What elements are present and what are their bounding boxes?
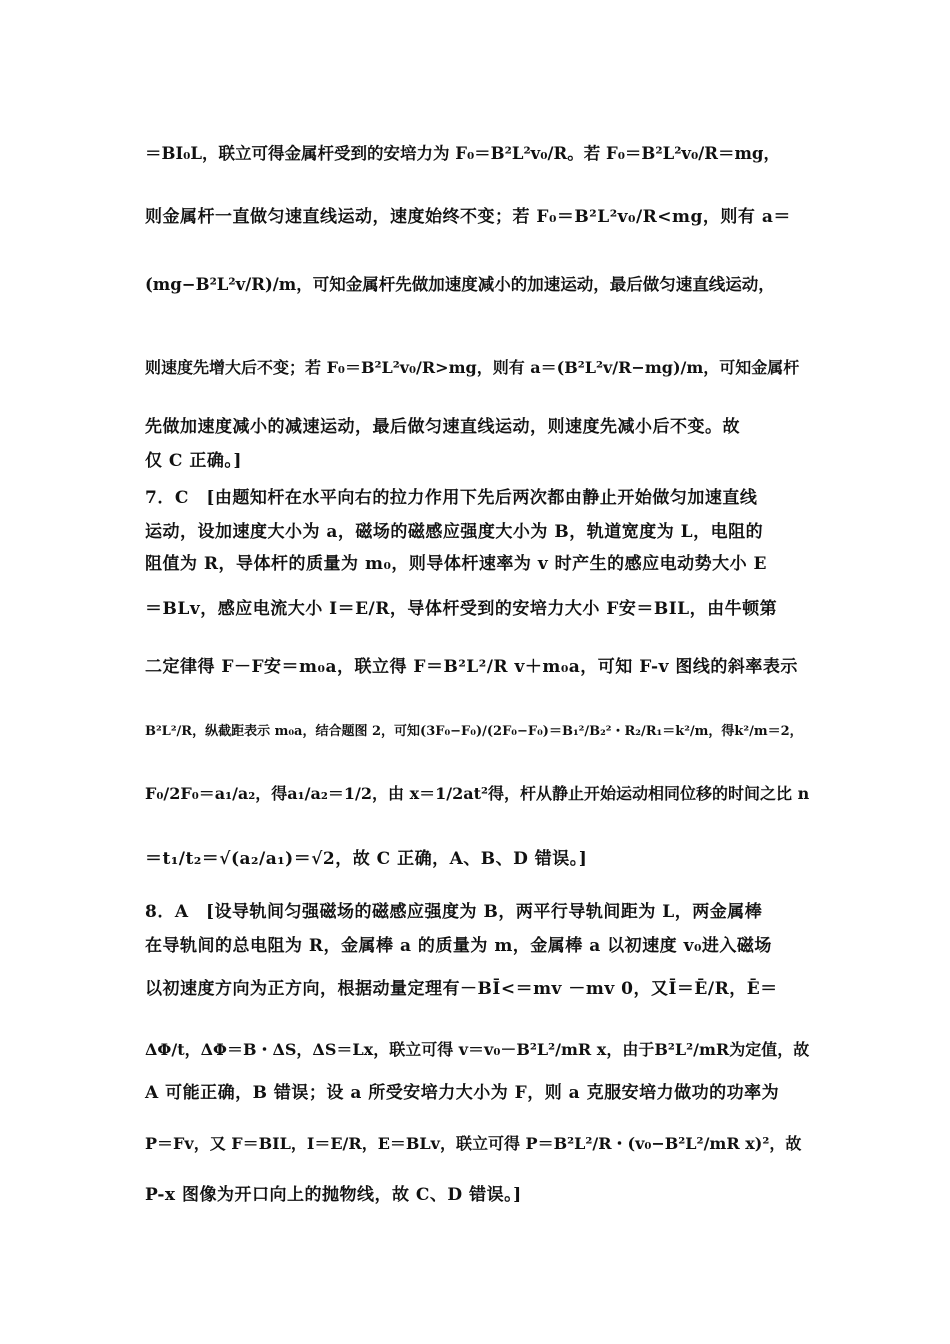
text-line: 7．C [由题知杆在水平向右的拉力作用下先后两次都由静止开始做匀加速直线: [145, 488, 758, 508]
text-line: 8．A [设导轨间匀强磁场的磁感应强度为 B，两平行导轨间距为 L，两金属棒: [145, 902, 763, 922]
text-line: B²L²/R，纵截距表示 m₀a，结合题图 2，可知(3F₀−F₀)/(2F₀−F₀)＝B₁²/B₂²・R₂/R₁＝k²/m，得k²/m＝2，: [145, 724, 803, 739]
text-line: ＝BI₀L，联立可得金属杆受到的安培力为 F₀＝B²L²v₀/R。若 F₀＝B²L²v₀/R＝mg，: [145, 144, 780, 163]
text-line: P＝Fv，又 F＝BIL，I＝E/R，E＝BLv，联立可得 P＝B²L²/R・(v₀−B²L²/mR x)²，故: [145, 1134, 802, 1153]
text-line: 阻值为 R，导体杆的质量为 m₀，则导体杆速率为 v 时产生的感应电动势大小 E: [145, 554, 767, 574]
text-line: 以初速度方向为正方向，根据动量定理有－BĪ<＝mv －mv 0，又Ī＝Ē/R，Ē＝: [145, 979, 778, 999]
text-line: A 可能正确，B 错误；设 a 所受安培力大小为 F，则 a 克服安培力做功的功率为: [145, 1083, 780, 1103]
text-line: (mg−B²L²v/R)/m，可知金属杆先做加速度减小的加速运动，最后做匀速直线运动，: [145, 275, 775, 294]
text-line: 则速度先增大后不变；若 F₀＝B²L²v₀/R>mg，则有 a＝(B²L²v/R−mg)/m，可知金属杆: [145, 358, 800, 377]
text-line: ＝BLv，感应电流大小 I＝E/R，导体杆受到的安培力大小 F安＝BIL，由牛顿第: [145, 599, 778, 619]
text-line: 运动，设加速度大小为 a，磁场的磁感应强度大小为 B，轨道宽度为 L，电阻的: [145, 522, 764, 542]
text-line: P-x 图像为开口向上的抛物线，故 C、D 错误。]: [145, 1185, 522, 1205]
text-line: 二定律得 F－F安＝m₀a，联立得 F＝B²L²/R v＋m₀a，可知 F-v 图线的斜率表示: [145, 657, 798, 677]
text-line: F₀/2F₀＝a₁/a₂，得a₁/a₂＝1/2，由 x＝1/2at²得，杆从静止开始运动相同位移的时间之比 n: [145, 784, 810, 803]
text-line: 在导轨间的总电阻为 R，金属棒 a 的质量为 m，金属棒 a 以初速度 v₀进入磁场: [145, 936, 772, 956]
text-line: 则金属杆一直做匀速直线运动，速度始终不变；若 F₀＝B²L²v₀/R<mg，则有 a＝: [145, 207, 791, 227]
text-line: 先做加速度减小的减速运动，最后做匀速直线运动，则速度先减小后不变。故: [145, 417, 740, 437]
text-line: 仅 C 正确。]: [145, 451, 242, 471]
text-line: ΔΦ/t，ΔΦ＝B・ΔS，ΔS＝Lx，联立可得 v＝v₀－B²L²/mR x，由于B²L²/mR为定值，故: [145, 1040, 810, 1059]
text-line: ＝t₁/t₂＝√(a₂/a₁)＝√2，故 C 正确，A、B、D 错误。]: [145, 849, 588, 869]
